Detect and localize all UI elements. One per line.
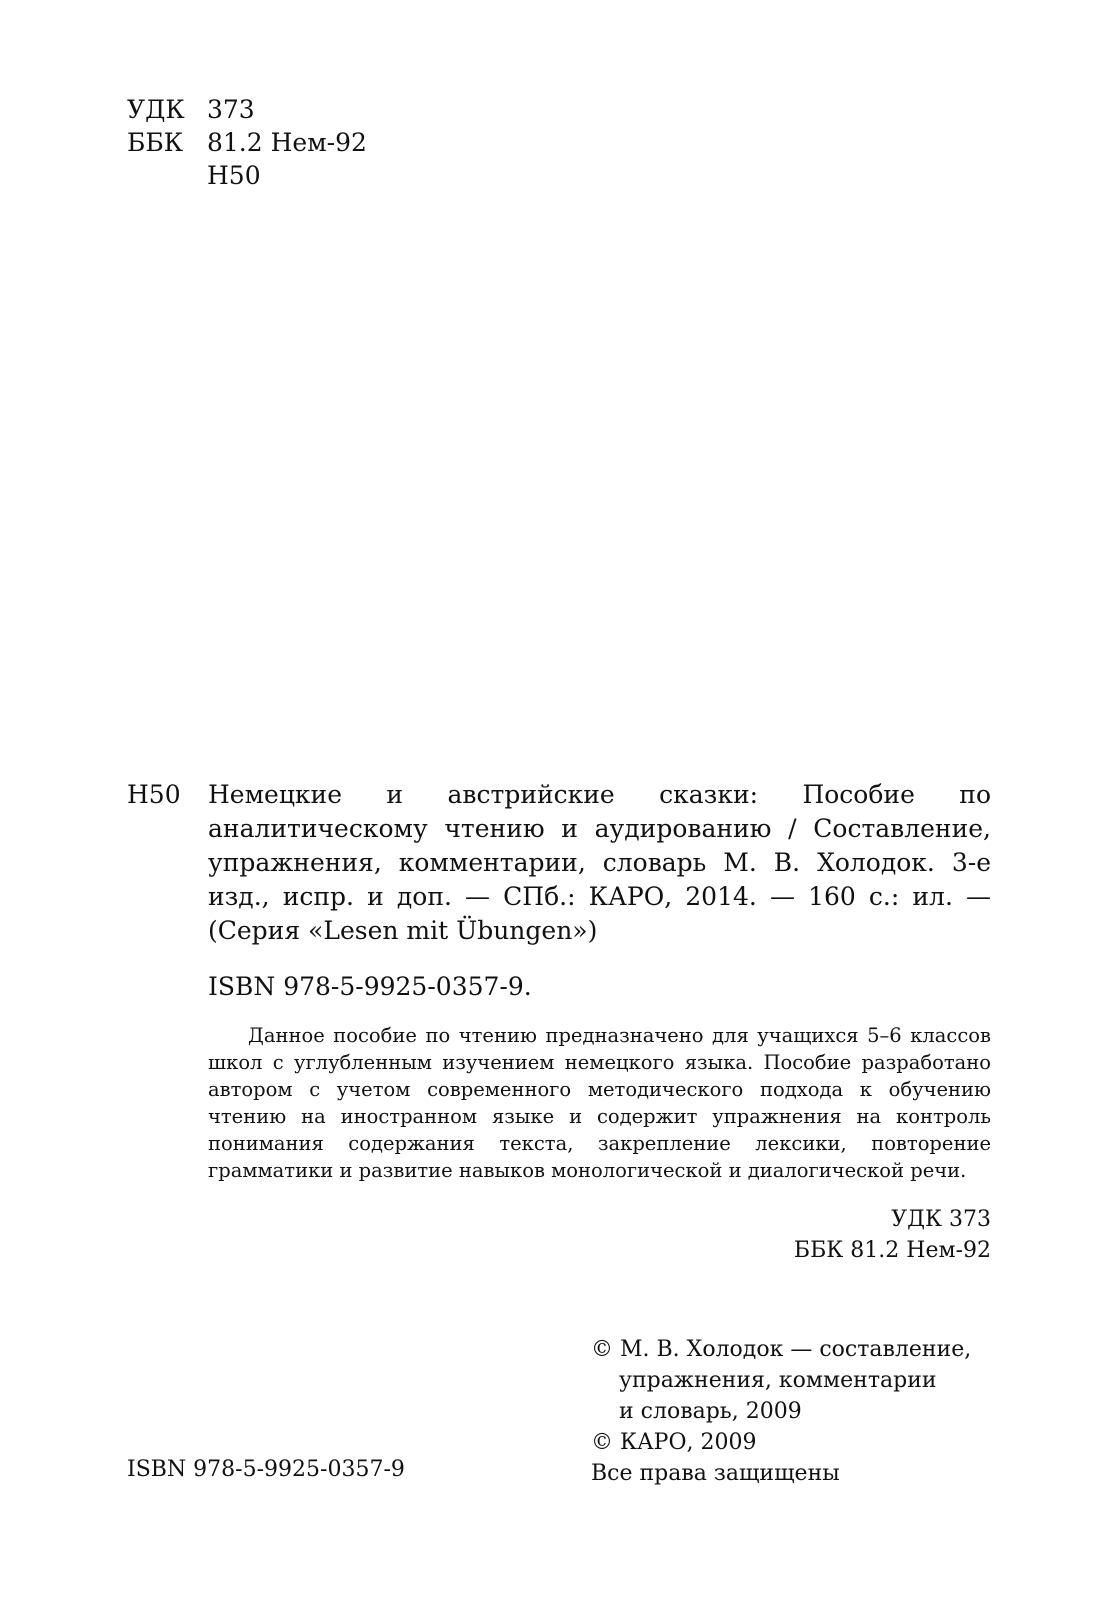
copyright-line-3: и словарь, 2009 — [619, 1399, 802, 1424]
udk-label: УДК — [127, 95, 185, 124]
author-mark: Н50 — [207, 161, 261, 190]
annotation-paragraph: Данное пособие по чтению предназначено для учащихся 5–6 классов школ с углубленным изучением немецкого языка. Пособие разработано автором с учетом современного методического подхода к обучению чтению на иностранном языке и содержит упражнения на контроль понимания содержания текста, закрепление лексики, повторение грамматики и развитие навыков монологической и диалогической речи. — [208, 1024, 991, 1182]
bbk-row — [127, 126, 367, 159]
bibliographic-entry — [127, 778, 991, 948]
udk-value: 373 — [207, 95, 255, 124]
copyright-line-5: Все права защищены — [591, 1461, 840, 1486]
copyright-line-1: © М. В. Холодок — составление, — [591, 1337, 972, 1362]
author-mark-row — [127, 159, 367, 192]
entry-description: Немецкие и австрийские сказки: Пособие по аналитическому чтению и аудированию / Составление, упражнения, комментарии, словарь М. В. Холодок. 3-е изд., испр. и доп. — СПб.: КАРО, 2014. — 160 с.: ил. — (Серия «Lesen mit Übungen») — [208, 780, 991, 945]
copyright-line-2: упражнения, комментарии — [619, 1368, 937, 1393]
bbk-label: ББК — [127, 128, 184, 157]
copyright-line-4: © КАРО, 2009 — [591, 1430, 757, 1455]
bbk-right: ББК 81.2 Нем-92 — [793, 1238, 991, 1263]
bbk-value: 81.2 Нем-92 — [207, 128, 367, 157]
copyright-block — [591, 1334, 971, 1489]
udk-row — [127, 93, 367, 126]
isbn-bottom: ISBN 978-5-9925-0357-9 — [127, 1457, 405, 1482]
entry-author-mark: Н50 — [127, 780, 181, 809]
classification-codes-block — [127, 93, 367, 192]
udk-right: УДК 373 — [891, 1207, 991, 1232]
isbn-main: ISBN 978-5-9925-0357-9. — [208, 972, 532, 1001]
classification-codes-right — [794, 1204, 991, 1266]
